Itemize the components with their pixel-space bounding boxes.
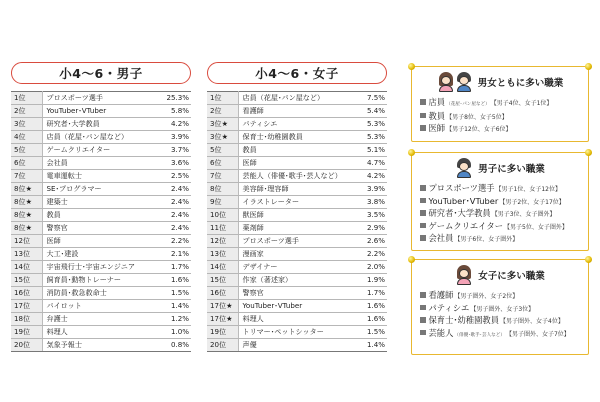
square-bullet-icon <box>420 185 426 191</box>
table-row <box>11 313 191 326</box>
rank-cell: 17位★ <box>207 313 238 326</box>
common-jobs-list <box>412 97 588 141</box>
common-jobs-heading: 男女ともに多い職業 <box>477 78 564 89</box>
job-cell: 気象予報士 <box>42 339 163 352</box>
rank-cell: 12位 <box>207 235 238 248</box>
rank-note: 【男子圏外、女子7位】 <box>505 330 570 338</box>
list-item <box>420 123 582 136</box>
table-row <box>207 300 387 313</box>
job-cell: 弁護士 <box>42 313 163 326</box>
percent-cell: 4.2% <box>163 118 191 131</box>
rank-cell: 8位★ <box>11 209 42 222</box>
job-name: プロスポーツ選手 <box>428 183 495 193</box>
rank-note: 【男子圏外、女子3位】 <box>470 305 535 313</box>
rank-cell: 10位 <box>207 209 238 222</box>
square-bullet-icon <box>420 223 426 229</box>
job-cell: パティシエ <box>238 118 359 131</box>
job-cell: 獣医師 <box>238 209 359 222</box>
rank-note: 【男子12位、女子6位】 <box>446 126 512 133</box>
list-item <box>420 111 582 124</box>
percent-cell: 3.5% <box>359 209 387 222</box>
job-cell: 料理人 <box>42 326 163 339</box>
percent-cell: 2.9% <box>359 222 387 235</box>
girl-avatar-icon <box>455 265 473 285</box>
job-cell: ゲームクリエイター <box>42 144 163 157</box>
percent-cell: 3.9% <box>163 131 191 144</box>
percent-cell: 2.4% <box>163 209 191 222</box>
percent-cell: 1.5% <box>163 287 191 300</box>
rank-cell: 20位 <box>207 339 238 352</box>
job-cell: イラストレーター <box>238 196 359 209</box>
square-bullet-icon <box>420 210 426 216</box>
rank-cell: 5位 <box>207 144 238 157</box>
job-cell: 警察官 <box>238 287 359 300</box>
percent-cell: 1.7% <box>359 287 387 300</box>
square-bullet-icon <box>420 235 426 241</box>
rank-cell: 7位 <box>207 170 238 183</box>
pushpin-icon <box>585 63 592 70</box>
job-cell: 漫画家 <box>238 248 359 261</box>
table-row <box>207 131 387 144</box>
job-cell: 会社員 <box>42 157 163 170</box>
percent-cell: 0.8% <box>163 339 191 352</box>
rank-cell: 3位★ <box>207 131 238 144</box>
list-item <box>420 221 582 234</box>
job-cell: YouTuber･VTuber <box>42 105 163 118</box>
table-row <box>207 274 387 287</box>
girl-avatar-icon <box>437 72 455 92</box>
job-cell: トリマー･ペットシッター <box>238 326 359 339</box>
table-row <box>11 196 191 209</box>
job-cell: 芸能人（俳優･歌手･芸人など） <box>238 170 359 183</box>
percent-cell: 2.2% <box>163 235 191 248</box>
girls-ranking-panel <box>207 62 387 352</box>
square-bullet-icon <box>420 99 426 105</box>
boys-jobs-list <box>412 183 588 251</box>
job-name: 会社員 <box>428 233 454 243</box>
square-bullet-icon <box>420 113 426 119</box>
rank-cell: 16位 <box>11 287 42 300</box>
rank-cell: 19位 <box>11 326 42 339</box>
table-row <box>11 274 191 287</box>
percent-cell: 3.7% <box>163 144 191 157</box>
square-bullet-icon <box>420 330 426 336</box>
percent-cell: 2.1% <box>163 248 191 261</box>
rank-cell: 2位 <box>11 105 42 118</box>
job-cell: 店員（花屋･パン屋など） <box>42 131 163 144</box>
common-jobs-box <box>411 66 589 142</box>
table-row <box>11 92 191 105</box>
rank-cell: 14位 <box>207 261 238 274</box>
job-cell: 店員（花屋･パン屋など） <box>238 92 359 105</box>
job-name: 店員 <box>428 97 446 107</box>
rank-note: 【男子6位、女子圏外】 <box>454 236 519 243</box>
rank-cell: 14位 <box>11 261 42 274</box>
pushpin-icon <box>408 149 415 156</box>
percent-cell: 2.4% <box>163 196 191 209</box>
rank-note: 【男子5位、女子圏外】 <box>504 223 568 231</box>
job-subnote: （俳優･歌手･芸人など） <box>454 332 505 338</box>
percent-cell: 1.6% <box>359 313 387 326</box>
pushpin-icon <box>585 149 592 156</box>
percent-cell: 5.4% <box>359 105 387 118</box>
square-bullet-icon <box>420 125 426 131</box>
table-row <box>207 144 387 157</box>
percent-cell: 2.2% <box>359 248 387 261</box>
job-cell: 看護師 <box>238 105 359 118</box>
rank-cell: 8位★ <box>11 196 42 209</box>
job-name: 教員 <box>428 110 446 121</box>
job-cell: プロスポーツ選手 <box>238 235 359 248</box>
table-row <box>207 105 387 118</box>
rank-cell: 13位 <box>11 248 42 261</box>
table-row <box>11 209 191 222</box>
percent-cell: 5.3% <box>359 131 387 144</box>
table-row <box>11 170 191 183</box>
table-row <box>11 287 191 300</box>
table-row <box>11 157 191 170</box>
job-cell: 薬剤師 <box>238 222 359 235</box>
percent-cell: 1.9% <box>359 274 387 287</box>
job-cell: 消防員･救急救命士 <box>42 287 163 300</box>
percent-cell: 2.6% <box>359 235 387 248</box>
job-name: 芸能人 <box>428 327 454 338</box>
rank-note: 【男子3位、女子圏外】 <box>491 211 556 218</box>
percent-cell: 5.8% <box>163 105 191 118</box>
job-cell: SE･プログラマー <box>42 183 163 196</box>
job-name: YouTuber･VTuber <box>428 195 499 206</box>
table-row <box>11 235 191 248</box>
boys-jobs-box <box>411 152 589 251</box>
rank-note: 【男子圏外、女子4位】 <box>500 318 564 325</box>
girls-ranking-table <box>207 91 387 352</box>
rank-cell: 3位 <box>11 118 42 131</box>
job-name: 看護師 <box>428 290 454 300</box>
percent-cell: 5.3% <box>359 118 387 131</box>
pushpin-icon <box>408 63 415 70</box>
table-row <box>207 183 387 196</box>
job-cell: 教員 <box>238 144 359 157</box>
percent-cell: 2.4% <box>163 183 191 196</box>
rank-cell: 19位 <box>207 326 238 339</box>
table-row <box>11 248 191 261</box>
table-row <box>207 196 387 209</box>
pushpin-icon <box>408 256 415 263</box>
job-name: ゲームクリエイター <box>428 220 504 231</box>
table-row <box>207 339 387 352</box>
rank-cell: 6位 <box>11 157 42 170</box>
boys-ranking-panel <box>11 62 191 352</box>
table-row <box>11 339 191 352</box>
table-row <box>207 235 387 248</box>
boys-ranking-table <box>11 91 191 352</box>
table-row <box>11 131 191 144</box>
rank-cell: 1位 <box>207 92 238 105</box>
rank-cell: 16位 <box>207 287 238 300</box>
table-row <box>11 118 191 131</box>
girls-jobs-list <box>412 290 588 346</box>
job-cell: 飼育員･動物トレーナー <box>42 274 163 287</box>
percent-cell: 3.9% <box>359 183 387 196</box>
job-cell: YouTuber･VTuber <box>238 300 359 313</box>
percent-cell: 2.0% <box>359 261 387 274</box>
table-row <box>11 183 191 196</box>
rank-cell: 15位 <box>207 274 238 287</box>
percent-cell: 3.8% <box>359 196 387 209</box>
common-jobs-header <box>412 67 588 97</box>
rank-cell: 9位 <box>207 196 238 209</box>
table-row <box>207 313 387 326</box>
job-cell: 料理人 <box>238 313 359 326</box>
job-cell: 研究者･大学教員 <box>42 118 163 131</box>
boys-panel-title: 小4～6・男子 <box>11 62 191 84</box>
job-cell: 電車運転士 <box>42 170 163 183</box>
percent-cell: 1.2% <box>163 313 191 326</box>
table-row <box>207 248 387 261</box>
table-row <box>207 326 387 339</box>
job-cell: 医師 <box>42 235 163 248</box>
table-row <box>11 326 191 339</box>
boy-avatar-icon <box>455 72 473 92</box>
rank-cell: 1位 <box>11 92 42 105</box>
percent-cell: 25.3% <box>163 92 191 105</box>
rank-note: 【男子圏外、女子2位】 <box>454 293 519 300</box>
job-cell: 美容師･理容師 <box>238 183 359 196</box>
percent-cell: 1.5% <box>359 326 387 339</box>
rank-note: 【男子2位、女子17位】 <box>499 198 565 206</box>
list-item <box>420 328 582 342</box>
job-cell: 教員 <box>42 209 163 222</box>
list-item <box>420 196 582 209</box>
rank-cell: 18位 <box>11 313 42 326</box>
percent-cell: 1.7% <box>163 261 191 274</box>
girls-jobs-header <box>412 260 588 290</box>
rank-cell: 17位 <box>11 300 42 313</box>
job-cell: 宇宙飛行士･宇宙エンジニア <box>42 261 163 274</box>
table-row <box>207 222 387 235</box>
girls-panel-title: 小4～6・女子 <box>207 62 387 84</box>
job-subnote: （花屋･パン屋など） <box>446 102 490 107</box>
job-cell: プロスポーツ選手 <box>42 92 163 105</box>
job-cell: デザイナー <box>238 261 359 274</box>
list-item <box>420 303 582 316</box>
girls-jobs-box <box>411 259 589 355</box>
list-item <box>420 97 582 111</box>
percent-cell: 5.1% <box>359 144 387 157</box>
rank-cell: 2位 <box>207 105 238 118</box>
boys-jobs-header <box>412 153 588 183</box>
percent-cell: 3.6% <box>163 157 191 170</box>
percent-cell: 2.4% <box>163 222 191 235</box>
job-cell: 作家（著述家） <box>238 274 359 287</box>
job-name: 研究者･大学教員 <box>428 208 491 218</box>
job-cell: 保育士･幼稚園教員 <box>238 131 359 144</box>
table-row <box>207 287 387 300</box>
rank-note: 【男子1位、女子12位】 <box>495 186 561 193</box>
rank-cell: 8位 <box>207 183 238 196</box>
rank-cell: 15位 <box>11 274 42 287</box>
table-row <box>11 261 191 274</box>
percent-cell: 1.4% <box>163 300 191 313</box>
list-item <box>420 183 582 196</box>
rank-cell: 5位 <box>11 144 42 157</box>
job-name: 保育士･幼稚園教員 <box>428 315 500 325</box>
list-item <box>420 233 582 246</box>
job-name: パティシエ <box>428 302 470 313</box>
percent-cell: 4.2% <box>359 170 387 183</box>
square-bullet-icon <box>420 305 426 311</box>
table-row <box>207 170 387 183</box>
job-cell: 警察官 <box>42 222 163 235</box>
table-row <box>207 209 387 222</box>
rank-cell: 17位★ <box>207 300 238 313</box>
job-cell: 声優 <box>238 339 359 352</box>
percent-cell: 1.6% <box>359 300 387 313</box>
table-row <box>11 222 191 235</box>
rank-note: 【男子4位、女子1位】 <box>490 100 553 107</box>
table-row <box>207 118 387 131</box>
square-bullet-icon <box>420 198 426 204</box>
table-row <box>207 261 387 274</box>
table-row <box>11 300 191 313</box>
boy-avatar-icon <box>455 158 473 178</box>
girls-jobs-heading: 女子に多い職業 <box>478 271 545 282</box>
pushpin-icon <box>585 256 592 263</box>
table-row <box>207 92 387 105</box>
rank-cell: 4位 <box>11 131 42 144</box>
job-cell: 大工･建設 <box>42 248 163 261</box>
rank-cell: 11位 <box>207 222 238 235</box>
job-name: 医師 <box>428 123 446 133</box>
square-bullet-icon <box>420 292 426 298</box>
square-bullet-icon <box>420 317 426 323</box>
rank-cell: 3位★ <box>207 118 238 131</box>
percent-cell: 1.4% <box>359 339 387 352</box>
rank-cell: 6位 <box>207 157 238 170</box>
percent-cell: 1.6% <box>163 274 191 287</box>
boys-jobs-heading: 男子に多い職業 <box>478 164 545 175</box>
table-row <box>11 144 191 157</box>
job-cell: 医師 <box>238 157 359 170</box>
rank-cell: 8位★ <box>11 222 42 235</box>
job-cell: パイロット <box>42 300 163 313</box>
job-cell: 建築士 <box>42 196 163 209</box>
percent-cell: 2.5% <box>163 170 191 183</box>
rank-note: 【男子8位、女子5位】 <box>446 113 508 121</box>
list-item <box>420 290 582 303</box>
percent-cell: 4.7% <box>359 157 387 170</box>
rank-cell: 7位 <box>11 170 42 183</box>
table-row <box>11 105 191 118</box>
rank-cell: 12位 <box>11 235 42 248</box>
list-item <box>420 315 582 328</box>
list-item <box>420 208 582 221</box>
rank-cell: 20位 <box>11 339 42 352</box>
percent-cell: 7.5% <box>359 92 387 105</box>
rank-cell: 8位★ <box>11 183 42 196</box>
rank-cell: 13位 <box>207 248 238 261</box>
percent-cell: 1.0% <box>163 326 191 339</box>
table-row <box>207 157 387 170</box>
